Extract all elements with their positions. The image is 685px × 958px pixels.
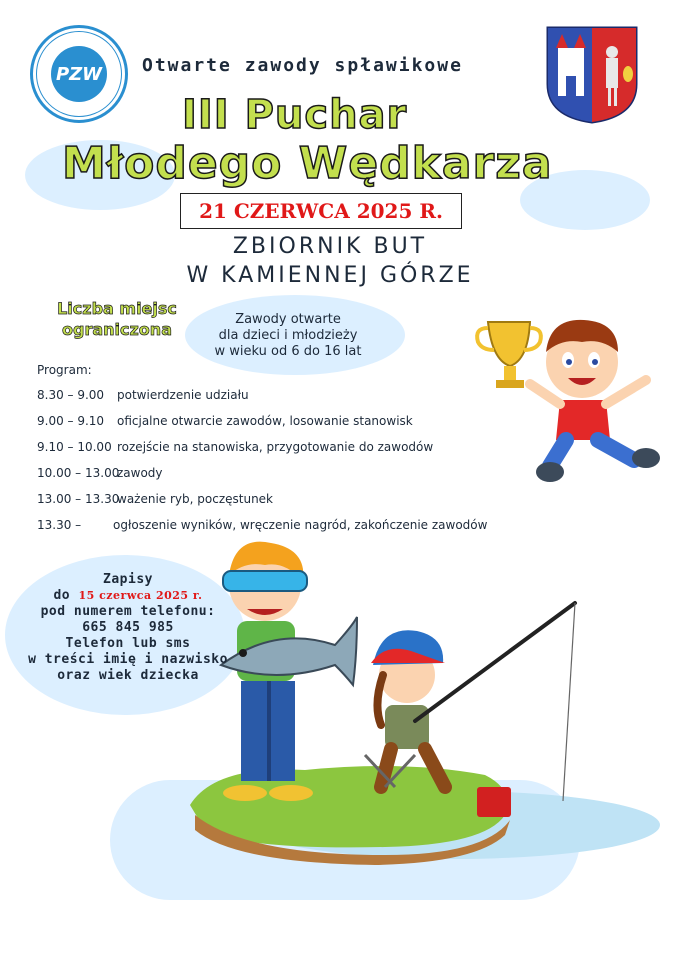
- pzw-logo-text: PZW: [51, 46, 107, 102]
- signup-prefix: do: [53, 588, 71, 603]
- venue-line-1: ZBIORNIK BUT: [232, 234, 428, 259]
- program-time: 8.30 – 9.00: [37, 388, 105, 402]
- limited-line-2: ograniczona: [62, 320, 172, 339]
- program-desc: ważenie ryb, poczęstunek: [117, 492, 274, 506]
- open-info: [198, 312, 378, 360]
- program-time: 13.00 – 13.30: [37, 492, 120, 506]
- trophy-boy-illustration: [470, 300, 675, 490]
- signup-line-7: oraz wiek dziecka: [57, 668, 199, 683]
- limited-line-1: Liczba miejsc: [57, 299, 177, 318]
- signup-info: [18, 572, 238, 684]
- program-row: [37, 440, 433, 454]
- program-heading: Program:: [37, 363, 92, 377]
- pzw-logo: [30, 25, 128, 123]
- event-date: 21 CZERWCA 2025 R.: [180, 193, 462, 229]
- program-desc: potwierdzenie udziału: [117, 388, 249, 402]
- signup-line-3: pod numerem telefonu:: [40, 604, 216, 619]
- program-desc: rozejście na stanowiska, przygotowanie do zawodów: [117, 440, 434, 454]
- title-line-2: Młodego Wędkarza: [62, 138, 553, 189]
- program-row: [37, 492, 273, 506]
- open-line-3: w wieku od 6 do 16 lat: [214, 344, 362, 359]
- program-time: 9.00 – 9.10: [37, 414, 105, 428]
- event-subtitle: Otwarte zawody spławikowe: [142, 55, 463, 76]
- signup-line-1: Zapisy: [103, 572, 153, 587]
- program-desc: oficjalne otwarcie zawodów, losowanie stanowisk: [117, 414, 413, 428]
- open-line-2: dla dzieci i młodzieży: [218, 328, 358, 343]
- program-time: 10.00 – 13.00: [37, 466, 120, 480]
- signup-phone: 665 845 985: [82, 620, 174, 635]
- program-desc: zawody: [117, 466, 163, 480]
- title-line-1: III Puchar: [182, 92, 408, 138]
- venue-line-2: W KAMIENNEJ GÓRZE: [186, 263, 474, 288]
- coat-of-arms-icon: [546, 26, 638, 124]
- signup-line-6: w treści imię i nazwisko: [28, 652, 228, 667]
- program-row: [37, 414, 413, 428]
- signup-line-5: Telefon lub sms: [65, 636, 191, 651]
- open-line-1: Zawody otwarte: [235, 312, 341, 327]
- program-row: [37, 466, 163, 480]
- venue: [150, 232, 510, 290]
- signup-deadline: 15 czerwca 2025 r.: [78, 589, 203, 602]
- program-time: 13.30 –: [37, 518, 82, 532]
- fishing-kids-illustration: [185, 525, 665, 865]
- limited-places: [36, 298, 198, 340]
- program-time: 9.10 – 10.00: [37, 440, 112, 454]
- program-row: [37, 388, 249, 402]
- program-desc: ogłoszenie wyników, wręczenie nagród, zakończenie zawodów: [113, 518, 488, 532]
